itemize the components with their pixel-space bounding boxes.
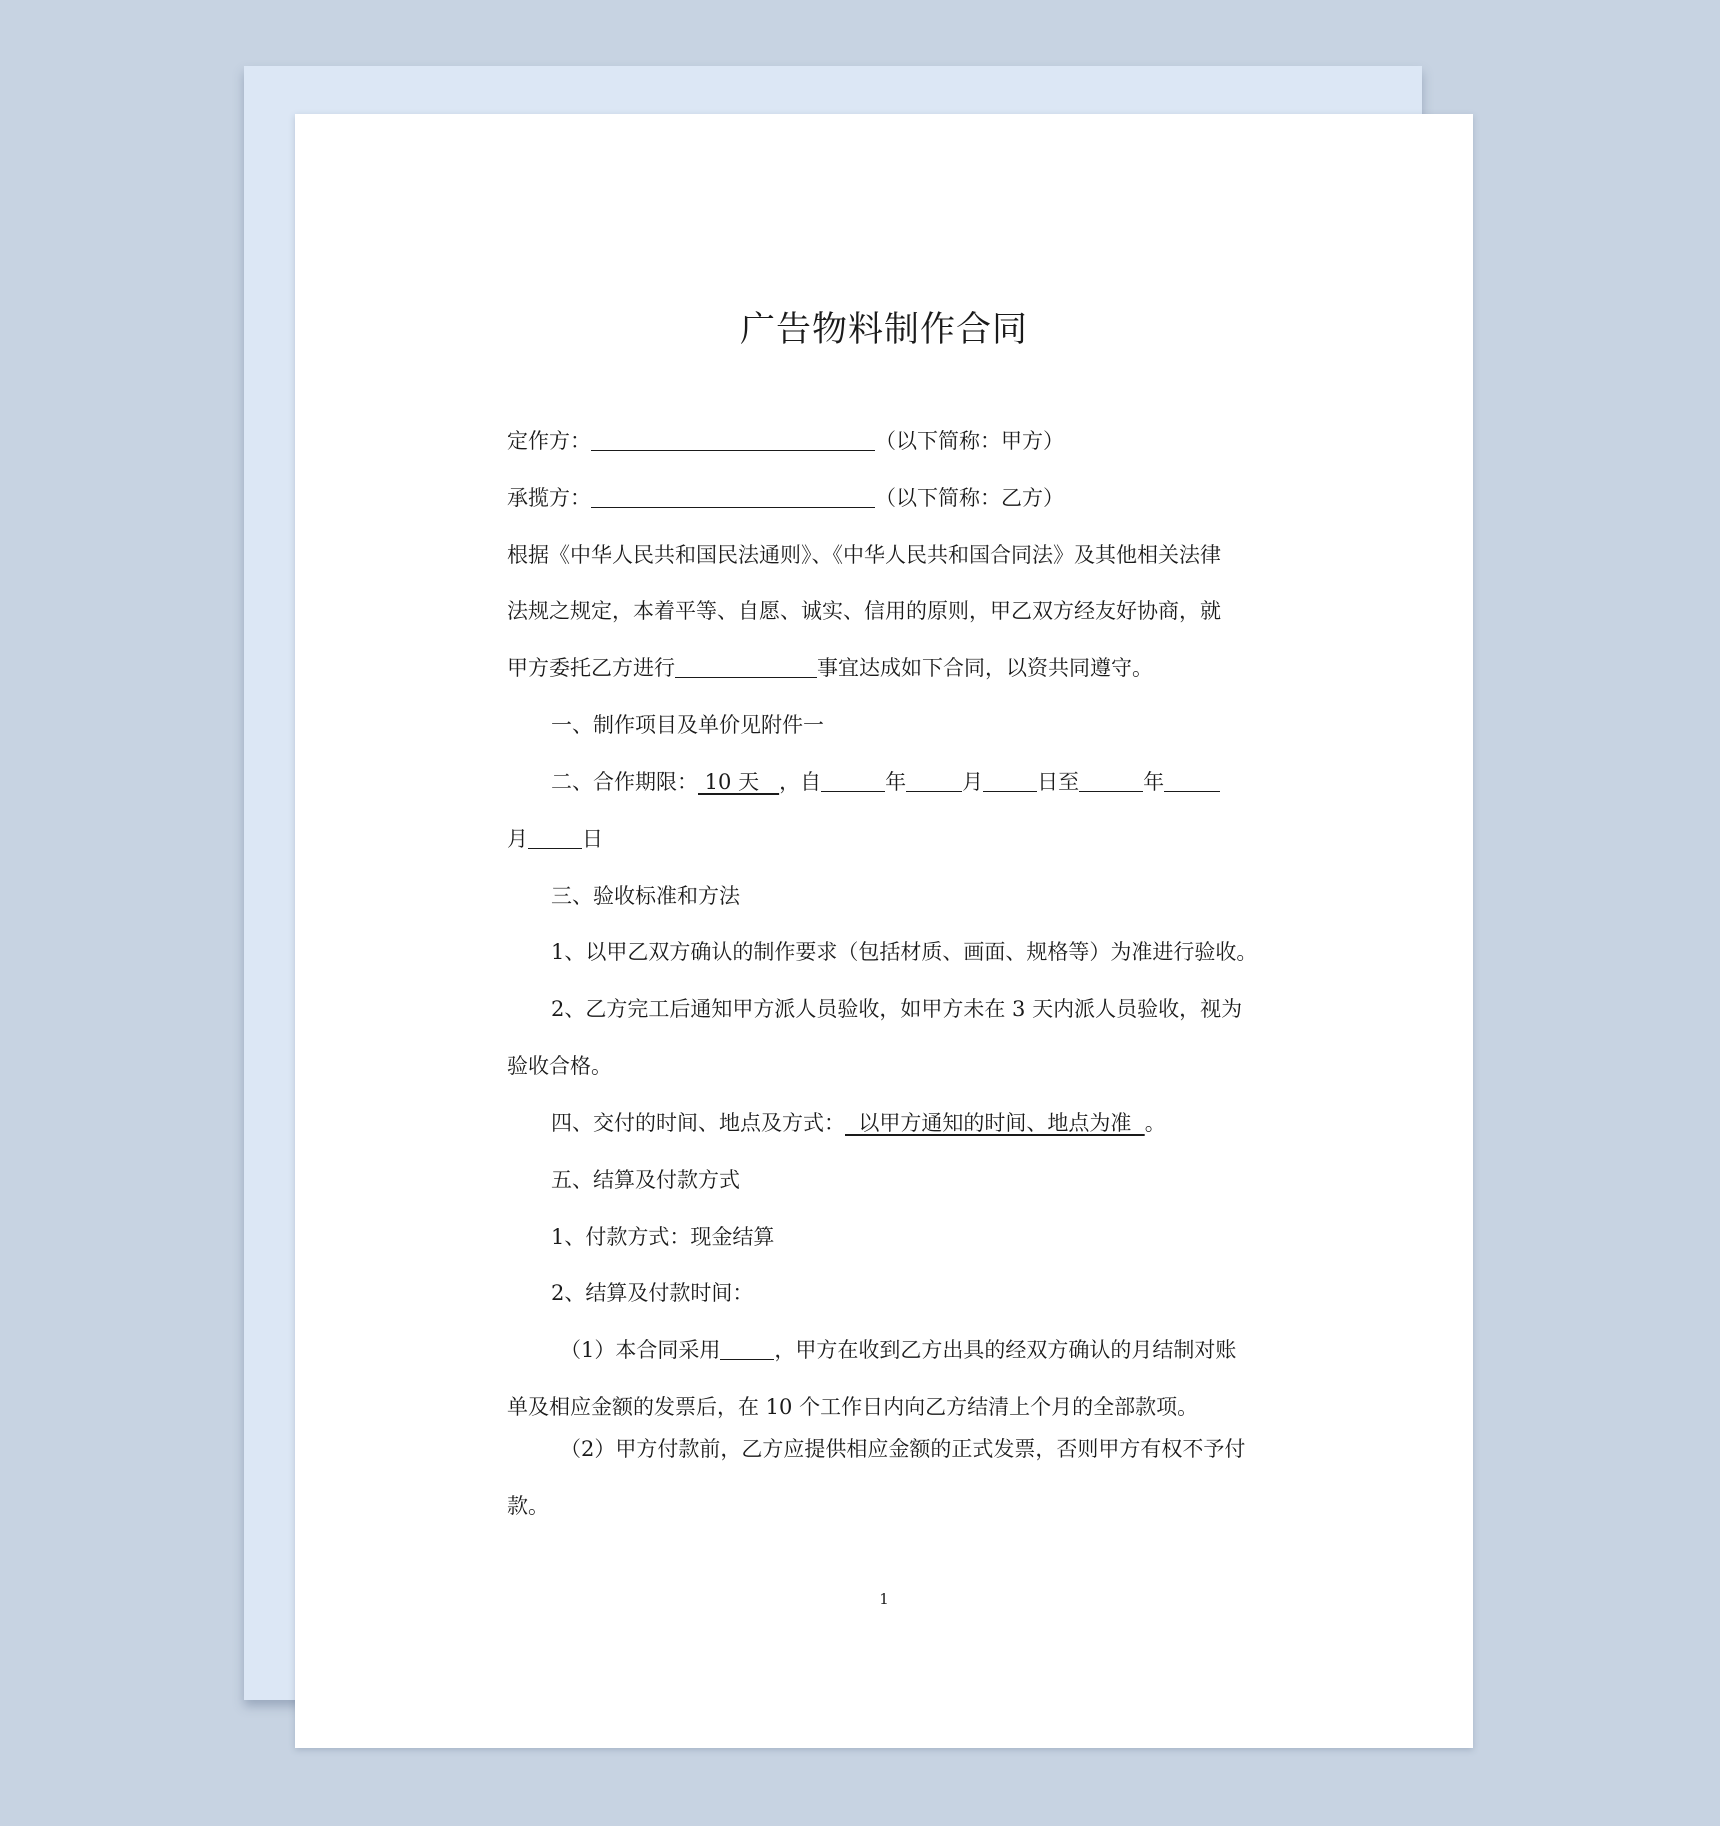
section-2-line-2	[507, 824, 603, 854]
from-label: ，自	[779, 770, 822, 794]
sub-1-prefix: （1）本合同采用	[560, 1338, 721, 1362]
party-b-suffix: （以下简称：乙方）	[875, 486, 1064, 510]
settlement-method-blank[interactable]	[720, 1337, 774, 1360]
matter-blank[interactable]	[675, 655, 817, 678]
preamble-line-3-prefix: 甲方委托乙方进行	[507, 656, 675, 680]
end-year-blank[interactable]	[1079, 769, 1143, 792]
preamble-line-2: 法规之规定，本着平等、自愿、诚实、信用的原则，甲乙双方经友好协商，就	[507, 599, 1221, 623]
sub-1-suffix: ，甲方在收到乙方出具的经双方确认的月结制对账	[774, 1338, 1237, 1362]
year-unit-end: 年	[1143, 770, 1165, 794]
day-unit-end: 日	[582, 827, 603, 851]
party-a-line	[507, 426, 1064, 456]
section-2-line	[551, 767, 1220, 797]
section-5: 五、结算及付款方式	[551, 1168, 740, 1192]
party-b-label: 承揽方：	[507, 486, 591, 510]
section-5-sub-1-line-2: 单及相应金额的发票后，在 10 个工作日内向乙方结清上个月的全部款项。	[507, 1395, 1199, 1419]
section-3-item-2-line-2: 验收合格。	[507, 1054, 612, 1078]
section-4-end: 。	[1144, 1111, 1166, 1135]
section-2-label: 二、合作期限：	[551, 770, 698, 794]
start-day-blank[interactable]	[983, 769, 1037, 792]
section-3-item-2-line-1: 2、乙方完工后通知甲方派人员验收，如甲方未在 3 天内派人员验收，视为	[551, 997, 1243, 1021]
party-b-line	[507, 483, 1064, 513]
section-5-item-2: 2、结算及付款时间：	[551, 1281, 754, 1305]
month-unit-end: 月	[507, 827, 528, 851]
end-day-blank[interactable]	[528, 826, 582, 849]
party-b-blank[interactable]	[591, 485, 875, 508]
preamble-line-3	[507, 653, 1153, 683]
start-year-blank[interactable]	[821, 769, 885, 792]
section-5-item-1: 1、付款方式：现金结算	[551, 1225, 775, 1249]
start-month-blank[interactable]	[906, 769, 962, 792]
month-unit: 月	[962, 770, 984, 794]
section-1: 一、制作项目及单价见附件一	[551, 713, 824, 737]
section-5-sub-1-line-1	[560, 1335, 1236, 1365]
page-number: 1	[879, 1590, 889, 1608]
end-month-blank[interactable]	[1164, 769, 1220, 792]
year-unit: 年	[885, 770, 907, 794]
section-4-line	[551, 1108, 1166, 1138]
preamble-line-1: 根据《中华人民共和国民法通则》、《中华人民共和国合同法》及其他相关法律	[507, 543, 1221, 567]
to-label: 日至	[1037, 770, 1080, 794]
document-title: 广告物料制作合同	[739, 310, 1028, 350]
party-a-label: 定作方：	[507, 429, 591, 453]
section-5-sub-2-line-1: （2）甲方付款前，乙方应提供相应金额的正式发票，否则甲方有权不予付	[560, 1437, 1246, 1461]
delivery-value: 以甲方通知的时间、地点为准	[845, 1111, 1145, 1135]
preamble-line-3-suffix: 事宜达成如下合同，以资共同遵守。	[817, 656, 1153, 680]
party-a-blank[interactable]	[591, 428, 875, 451]
duration-value: 10 天	[698, 770, 780, 794]
party-a-suffix: （以下简称：甲方）	[875, 429, 1064, 453]
section-3: 三、验收标准和方法	[551, 884, 740, 908]
section-5-sub-2-line-2: 款。	[507, 1494, 549, 1518]
document-page	[295, 114, 1473, 1748]
section-3-item-1: 1、以甲乙双方确认的制作要求（包括材质、画面、规格等）为准进行验收。	[551, 940, 1258, 964]
section-4-label: 四、交付的时间、地点及方式：	[551, 1111, 845, 1135]
